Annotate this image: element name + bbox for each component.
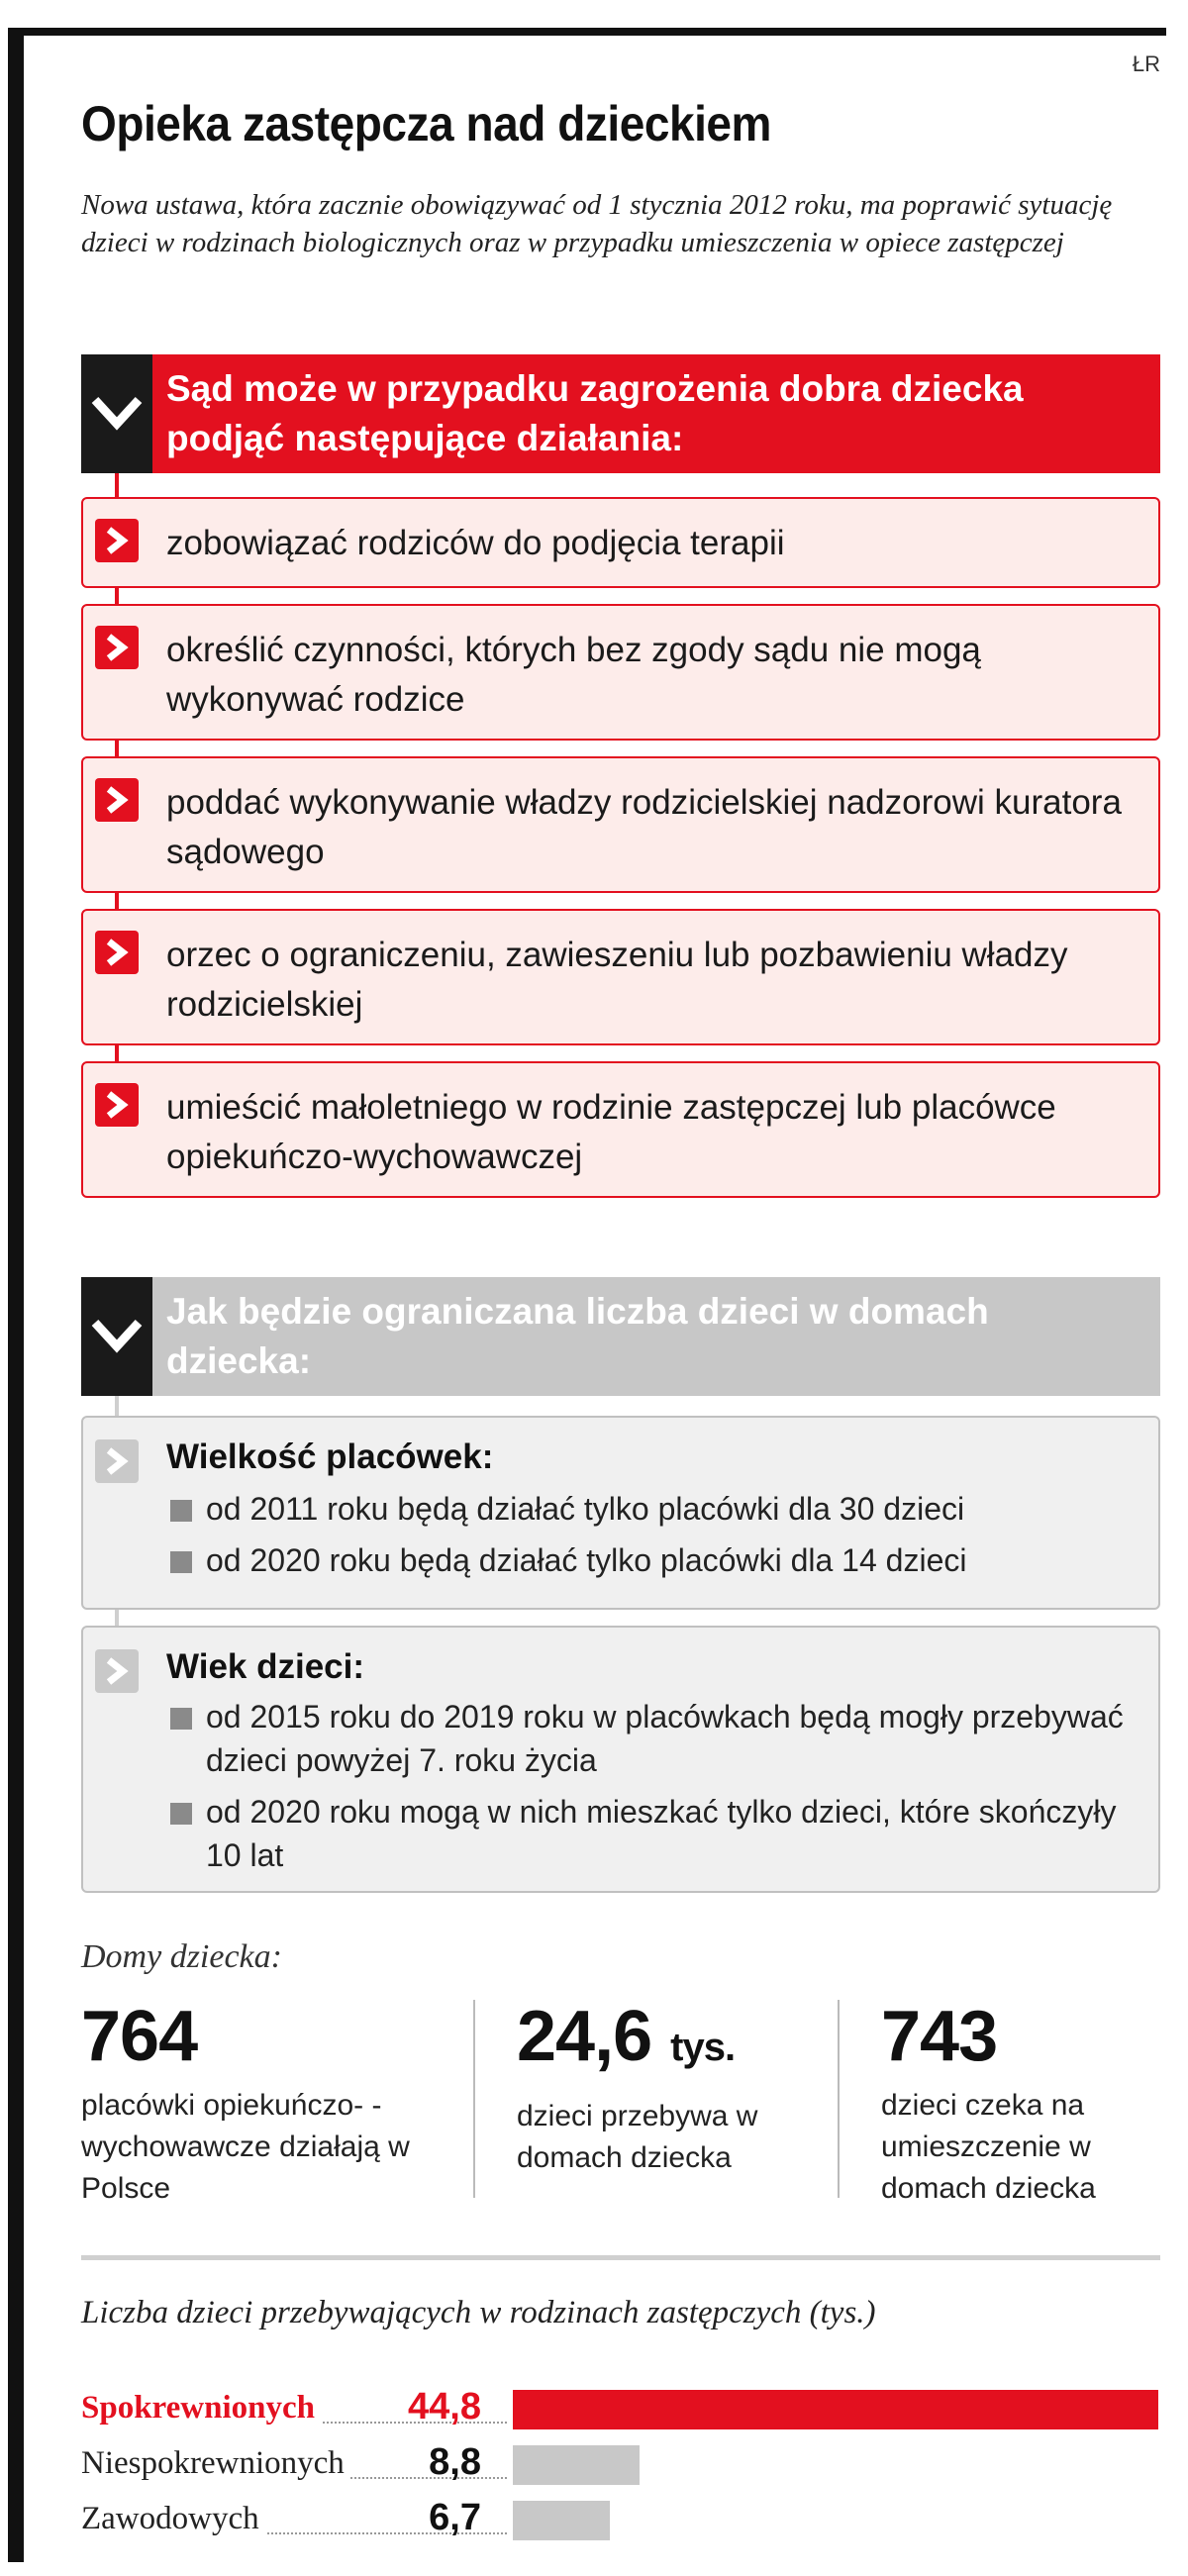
list-item-text: zobowiązać rodziców do podjęcia terapii bbox=[166, 524, 785, 562]
bullet-text: od 2020 roku będą działać tylko placówki dla 14 dzieci bbox=[206, 1542, 967, 1578]
section1-header bbox=[81, 354, 1160, 473]
bullet-item bbox=[170, 1790, 1138, 1877]
list-item bbox=[81, 604, 1160, 741]
stat-desc: dzieci czeka na umieszczenie w domach dziecka bbox=[881, 2089, 1096, 2205]
chevron-right-icon bbox=[95, 1649, 139, 1693]
chevron-right-icon bbox=[95, 1083, 139, 1127]
stat-block bbox=[881, 1992, 1168, 2210]
square-bullet-icon bbox=[170, 1551, 192, 1573]
stat-number: 743 bbox=[881, 1997, 998, 2076]
bar-label: Spokrewnionych bbox=[81, 2390, 321, 2427]
square-bullet-icon bbox=[170, 1803, 192, 1825]
bar bbox=[513, 2390, 1158, 2429]
stats-label: Domy dziecka: bbox=[81, 1938, 282, 1975]
square-bullet-icon bbox=[170, 1500, 192, 1522]
divider bbox=[81, 2255, 1160, 2260]
bar bbox=[513, 2501, 610, 2540]
stat-value bbox=[881, 1992, 1168, 2081]
bar-value-label: 8,8 bbox=[429, 2441, 481, 2483]
list-item-text: poddać wykonywanie władzy rodzicielskiej nadzorowi kuratora sądowego bbox=[166, 783, 1122, 871]
bullet-item bbox=[170, 1538, 1138, 1582]
bullet-item bbox=[170, 1487, 1138, 1531]
group-title: Wiek dzieci: bbox=[166, 1647, 365, 1686]
bar-row bbox=[81, 2497, 1160, 2546]
stat-block bbox=[517, 1992, 834, 2179]
list-item-text: orzec o ograniczeniu, zawieszeniu lub pozbawieniu władzy rodzicielskiej bbox=[166, 936, 1068, 1024]
bullet-text: od 2011 roku będą działać tylko placówki dla 30 dzieci bbox=[206, 1491, 965, 1527]
list-item bbox=[81, 497, 1160, 588]
stat-value bbox=[81, 1992, 457, 2081]
list-item bbox=[81, 756, 1160, 893]
stat-unit: tys. bbox=[670, 2026, 736, 2069]
frame-top-rule bbox=[8, 28, 1166, 36]
bar-label: Niespokrewnionych bbox=[81, 2445, 350, 2482]
stat-number: 24,6 bbox=[517, 1997, 652, 2076]
list-item-text: umieścić małoletniego w rodzinie zastępczej lub placówce opiekuńczo-wychowawczej bbox=[166, 1088, 1056, 1176]
chevron-right-icon bbox=[95, 931, 139, 974]
chevron-down-icon bbox=[81, 1277, 152, 1396]
bar-value-label: 44,8 bbox=[408, 2386, 481, 2427]
bar bbox=[513, 2445, 640, 2485]
bar-value-label: 6,7 bbox=[429, 2497, 481, 2538]
stat-value bbox=[517, 1992, 834, 2092]
bullet-item bbox=[170, 1695, 1138, 1782]
bar-row bbox=[81, 2386, 1160, 2435]
bar-label: Zawodowych bbox=[81, 2501, 265, 2537]
bar-row bbox=[81, 2441, 1160, 2491]
section2-header-text: Jak będzie ograniczana liczba dzieci w domach dziecka: bbox=[166, 1291, 989, 1381]
square-bullet-icon bbox=[170, 1708, 192, 1730]
divider bbox=[473, 2000, 475, 2198]
list-item-text: określić czynności, których bez zgody sądu nie mogą wykonywać rodzice bbox=[166, 631, 981, 719]
page-subtitle: Nowa ustawa, która zacznie obowiązywać od 1 stycznia 2012 roku, ma poprawić sytuację dzieci w rodzinach biologicznych oraz w przypadku umieszczenia w opiece zastępczej bbox=[81, 189, 1113, 258]
list-item bbox=[81, 909, 1160, 1045]
divider bbox=[838, 2000, 840, 2198]
author-credit: ŁR bbox=[1132, 51, 1160, 76]
list-item bbox=[81, 1061, 1160, 1198]
chevron-right-icon bbox=[95, 519, 139, 562]
page-title: Opieka zastępcza nad dzieckiem bbox=[81, 96, 771, 151]
bullet-text: od 2020 roku mogą w nich mieszkać tylko dzieci, które skończyły 10 lat bbox=[206, 1794, 1117, 1873]
bullet-text: od 2015 roku do 2019 roku w placówkach będą mogły przebywać dzieci powyżej 7. roku życia bbox=[206, 1699, 1124, 1778]
stat-number: 764 bbox=[81, 1997, 198, 2076]
stat-block bbox=[81, 1992, 457, 2210]
info-group bbox=[81, 1416, 1160, 1610]
chevron-down-icon bbox=[81, 354, 152, 473]
chart-title: Liczba dzieci przebywających w rodzinach zastępczych (tys.) bbox=[81, 2295, 876, 2330]
chevron-right-icon bbox=[95, 1439, 139, 1483]
stat-desc: placówki opiekuńczo- -wychowawcze działają w Polsce bbox=[81, 2089, 410, 2205]
frame-left-rule bbox=[8, 28, 24, 2562]
group-title: Wielkość placówek: bbox=[166, 1437, 494, 1476]
section1-header-text: Sąd może w przypadku zagrożenia dobra dziecka podjąć następujące działania: bbox=[166, 368, 1024, 458]
stat-desc: dzieci przebywa w domach dziecka bbox=[517, 2100, 758, 2174]
section2-header bbox=[81, 1277, 1160, 1396]
chevron-right-icon bbox=[95, 778, 139, 822]
info-group bbox=[81, 1626, 1160, 1893]
chevron-right-icon bbox=[95, 626, 139, 669]
